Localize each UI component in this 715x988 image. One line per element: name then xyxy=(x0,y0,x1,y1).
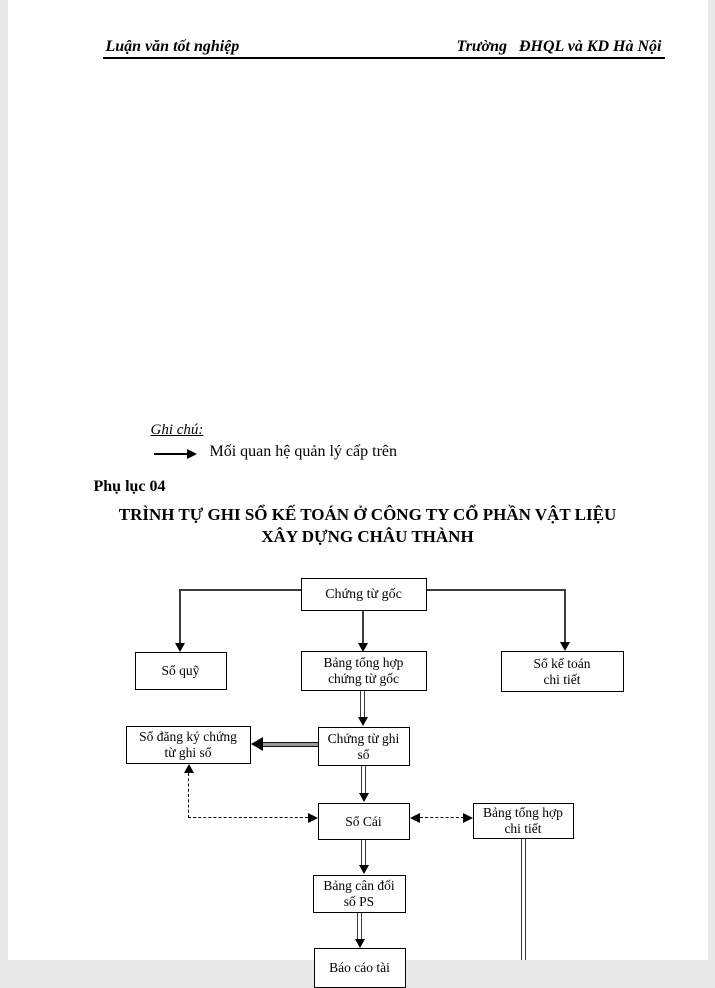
dashed-socai-bthct xyxy=(420,817,464,818)
page-title xyxy=(18,504,715,548)
flowchart-box-bang-tong-hop-chi-tiet xyxy=(473,803,574,839)
box-label: Bảng cân đối xyxy=(323,878,394,894)
connector-ctgs-to-socai xyxy=(361,766,366,794)
page-title-line1: TRÌNH TỰ GHI SỔ KẾ TOÁN Ở CÔNG TY CỔ PHẦN VẬT LIỆU xyxy=(18,504,715,526)
box-label: từ ghi sổ xyxy=(164,745,211,761)
header-left-text: Luận văn tốt nghiệp xyxy=(103,38,243,57)
connector-bthctg-to-ctgs xyxy=(360,691,365,718)
flowchart-box-chung-tu-goc xyxy=(301,578,427,611)
arrowhead-right-bthct-icon xyxy=(463,813,473,823)
legend-arrow-icon xyxy=(154,453,188,455)
box-label: chi tiết xyxy=(543,672,580,688)
dashed-sdk-socai-h xyxy=(188,817,308,818)
flowchart-box-so-ke-toan-chi-tiet xyxy=(501,651,624,692)
connector-ctg-to-soquy-v xyxy=(179,589,181,643)
connector-bthct-down xyxy=(521,839,526,960)
flowchart-box-so-cai xyxy=(318,803,410,840)
connector-bcd-to-baocao xyxy=(357,913,362,940)
document-page xyxy=(8,0,708,960)
arrowhead-right-socai-icon xyxy=(308,813,318,823)
box-label: chứng từ gốc xyxy=(328,671,399,687)
connector-ctg-to-sktct-h xyxy=(427,589,565,591)
box-label: Sổ đăng ký chứng xyxy=(139,729,237,745)
box-label: Chứng từ gốc xyxy=(325,587,402,603)
box-label: Bảng tổng hợp xyxy=(483,805,563,821)
header-right-text: Trường ĐHQL và KD Hà Nội xyxy=(454,38,665,57)
flowchart-box-so-quy xyxy=(135,652,227,690)
arrowhead-left-sdk-icon xyxy=(251,737,263,751)
arrowhead-down-sktct-icon xyxy=(560,642,570,651)
arrowhead-down-ctgs-icon xyxy=(358,717,368,726)
legend-heading: Ghi chú: xyxy=(151,422,204,439)
box-label: Báo cáo tài xyxy=(329,960,390,976)
arrowhead-down-baocao-icon xyxy=(355,939,365,948)
page-header xyxy=(103,31,665,59)
box-label: sổ xyxy=(357,747,369,763)
arrowhead-left-socai-icon xyxy=(410,813,420,823)
arrowhead-down-soquy-icon xyxy=(175,643,185,652)
box-label: chi tiết xyxy=(504,821,541,837)
connector-ctg-to-bthctg xyxy=(362,611,364,644)
box-label: Chứng từ ghi xyxy=(328,731,400,747)
appendix-label: Phụ lục 04 xyxy=(94,478,166,496)
legend-label: Mối quan hệ quản lý cấp trên xyxy=(210,443,398,461)
box-label: số PS xyxy=(344,894,374,910)
connector-ctg-to-sktct-v xyxy=(564,589,566,642)
box-label: Sổ quỹ xyxy=(162,663,200,679)
box-label: Sổ kế toán xyxy=(534,656,591,672)
flowchart-box-bang-can-doi-so-ps xyxy=(313,875,406,913)
arrowhead-down-bcd-icon xyxy=(359,865,369,874)
legend-arrowhead-icon xyxy=(187,449,197,459)
page-title-line2: XÂY DỰNG CHÂU THÀNH xyxy=(18,526,715,548)
connector-ctgs-to-sdk-bar xyxy=(263,742,318,747)
box-label: Bảng tổng hợp xyxy=(324,655,404,671)
box-label: Sổ Cái xyxy=(345,814,381,830)
arrowhead-down-bthctg-icon xyxy=(358,643,368,652)
flowchart-box-bao-cao-tai xyxy=(314,948,406,988)
flowchart-box-chung-tu-ghi-so xyxy=(318,727,410,766)
connector-socai-to-bcd xyxy=(361,840,366,866)
flowchart-box-so-dang-ky-chung-tu-ghi-so xyxy=(126,726,251,764)
connector-ctg-to-soquy-h xyxy=(180,589,301,591)
flowchart-box-bang-tong-hop-chung-tu-goc xyxy=(301,651,427,691)
dashed-sdk-socai-v xyxy=(188,773,189,818)
arrowhead-up-sdk-icon xyxy=(184,764,194,773)
arrowhead-down-socai-icon xyxy=(359,793,369,802)
